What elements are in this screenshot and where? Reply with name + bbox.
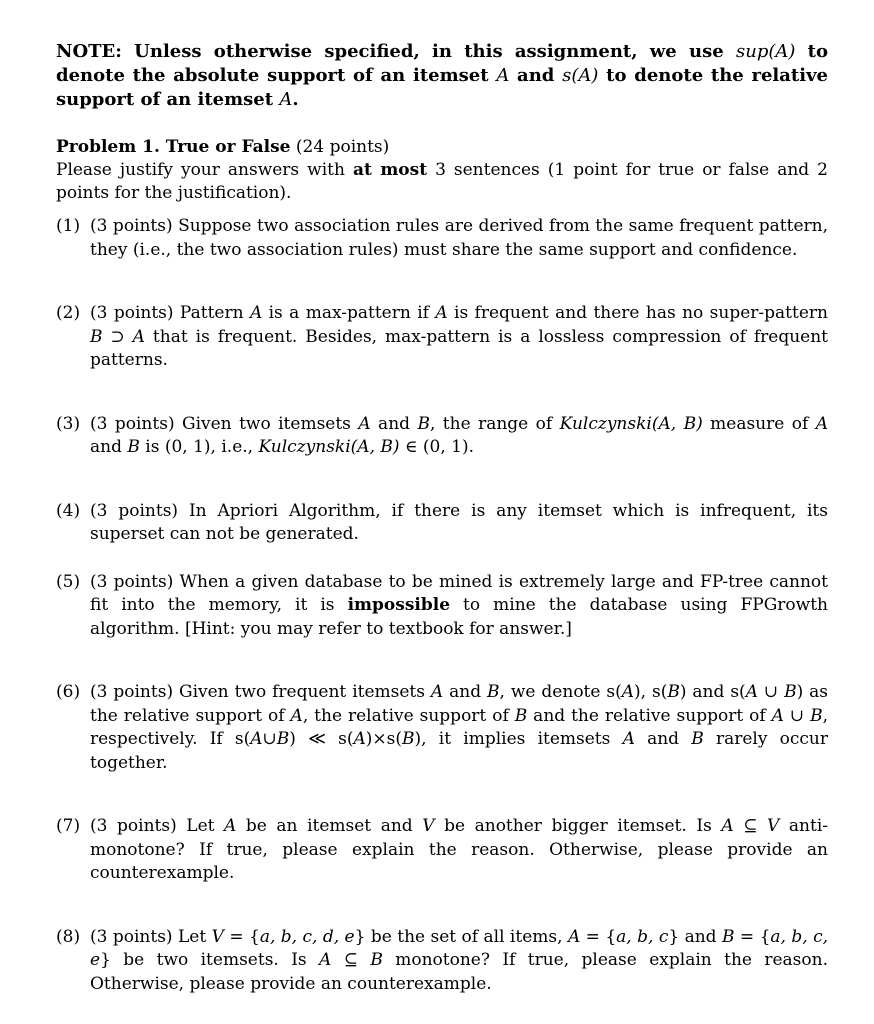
question-text: and bbox=[90, 437, 128, 457]
math-symbol: A bbox=[358, 413, 371, 434]
intro-text: Please justify your answers with bbox=[56, 160, 353, 180]
question-number: (6) bbox=[56, 682, 81, 702]
question-text: (3 points) Given two itemsets bbox=[90, 413, 359, 434]
note-symbol: A bbox=[496, 65, 510, 86]
math-symbol: A ∪ B bbox=[745, 682, 797, 702]
intro-text: 3 sentences (1 point for true or false and 2 points for the justification). bbox=[56, 160, 828, 203]
intro-emphasis: at most bbox=[352, 160, 428, 180]
math-symbol: B bbox=[691, 729, 704, 749]
math-symbol: B bbox=[514, 705, 528, 726]
math-symbol: B bbox=[487, 682, 500, 702]
math-symbol: B bbox=[402, 729, 415, 749]
question-number: (7) bbox=[56, 816, 81, 836]
question-text: = { bbox=[580, 926, 617, 947]
question-text: (3 points) Given two frequent itemsets bbox=[90, 682, 431, 702]
math-symbol: Kulczynski(A, B) bbox=[258, 437, 400, 457]
question-text: ∈ (0, 1). bbox=[399, 437, 475, 457]
math-symbol: A bbox=[430, 682, 444, 702]
question-text: , respectively. If s( bbox=[90, 705, 828, 749]
question-number: (8) bbox=[56, 926, 81, 947]
question-text: and bbox=[443, 682, 488, 702]
math-symbol: A ⊆ V bbox=[721, 816, 780, 836]
note-symbol: A bbox=[279, 89, 293, 110]
question-number: (2) bbox=[56, 303, 81, 323]
question-text: } be the set of all items, bbox=[354, 926, 568, 947]
question-text: monotone? If true, please explain the reason. Otherwise, please provide an counterexample. bbox=[90, 950, 828, 994]
math-symbol: A bbox=[815, 413, 829, 434]
question-text: = { bbox=[223, 926, 260, 947]
question-text: ) as the relative support of bbox=[90, 682, 829, 726]
note-sup-symbol: sup(A) bbox=[735, 41, 796, 62]
problem-points: (24 points) bbox=[290, 137, 390, 157]
question-item-4 bbox=[56, 500, 828, 547]
question-number: (5) bbox=[56, 571, 81, 592]
problem-heading bbox=[56, 136, 828, 159]
math-symbol: A bbox=[353, 729, 366, 749]
question-text: )×s( bbox=[365, 729, 403, 749]
math-symbol: A∪B bbox=[250, 729, 290, 749]
question-text: is a max-pattern if bbox=[262, 303, 436, 323]
question-text: and bbox=[370, 413, 418, 434]
question-item-6 bbox=[56, 681, 828, 775]
math-symbol: a, b, c, e bbox=[90, 926, 829, 970]
question-item-5 bbox=[56, 571, 828, 642]
question-text: } and bbox=[668, 926, 722, 947]
question-text: (3 points) In Apriori Algorithm, if there is any itemset which is infrequent, its superset can not be generated. bbox=[90, 500, 828, 544]
question-number: (1) bbox=[56, 216, 81, 236]
math-symbol: A ∪ B bbox=[771, 705, 823, 726]
question-text: measure of bbox=[702, 413, 816, 434]
question-text: that is frequent. Besides, max-pattern is a lossless compression of frequent patterns. bbox=[90, 326, 828, 370]
note-text: to denote the relative support of an itemset bbox=[56, 65, 828, 110]
question-item-2 bbox=[56, 302, 828, 373]
question-text: , the range of bbox=[429, 413, 560, 434]
math-symbol: A bbox=[290, 705, 303, 726]
question-text: ), it implies itemsets bbox=[414, 729, 623, 749]
question-text: ) ≪ s( bbox=[289, 729, 354, 749]
math-symbol: V bbox=[211, 926, 224, 947]
question-number: (3) bbox=[56, 413, 81, 434]
question-text: , we denote s( bbox=[499, 682, 622, 702]
question-list bbox=[56, 215, 828, 996]
math-symbol: B bbox=[127, 437, 140, 457]
note-text: to denote the absolute support of an itemset bbox=[56, 41, 828, 86]
math-symbol: A ⊆ B bbox=[319, 950, 383, 970]
math-symbol: A bbox=[249, 303, 263, 323]
question-text: (3 points) Suppose two association rules are derived from the same frequent pattern, they (i.e., the two association rules) must share the same support and confidence. bbox=[90, 216, 828, 260]
math-symbol: A bbox=[435, 303, 448, 323]
question-text: , the relative support of bbox=[302, 705, 515, 726]
question-text: ) and s( bbox=[679, 682, 746, 702]
math-symbol: B bbox=[417, 413, 430, 434]
question-item-3 bbox=[56, 413, 828, 460]
math-symbol: B bbox=[721, 926, 735, 947]
note-text: . bbox=[292, 89, 299, 110]
question-text: } be two itemsets. Is bbox=[100, 950, 320, 970]
math-symbol: A bbox=[567, 926, 581, 947]
note-paragraph bbox=[56, 40, 828, 112]
question-text: be another bigger itemset. Is bbox=[434, 816, 722, 836]
question-text: is frequent and there has no super-pattern bbox=[447, 303, 828, 323]
question-text: rarely occur together. bbox=[90, 729, 829, 773]
math-symbol: a, b, c, d, e bbox=[259, 926, 355, 947]
question-item-7 bbox=[56, 815, 828, 886]
question-number: (4) bbox=[56, 500, 81, 521]
math-symbol: Kulczynski(A, B) bbox=[559, 413, 703, 434]
question-text: (3 points) Pattern bbox=[90, 303, 250, 323]
math-symbol: A bbox=[621, 682, 635, 702]
question-text: and the relative support of bbox=[527, 705, 772, 726]
question-text: (3 points) Let bbox=[90, 816, 225, 836]
question-text: to mine the database using FPGrowth algorithm. [Hint: you may refer to textbook for answer.] bbox=[90, 595, 828, 639]
math-symbol: A bbox=[224, 816, 237, 836]
question-item-1 bbox=[56, 215, 828, 262]
question-text: (3 points) When a given database to be mined is extremely large and FP-tree cannot fit into the memory, it is bbox=[90, 571, 828, 615]
math-symbol: A bbox=[622, 729, 635, 749]
question-text: is (0, 1), i.e., bbox=[139, 437, 259, 457]
problem-instructions bbox=[56, 159, 828, 205]
question-emphasis: impossible bbox=[347, 595, 451, 615]
question-text: be an itemset and bbox=[236, 816, 423, 836]
note-s-symbol: s(A) bbox=[562, 65, 599, 86]
math-symbol: B ⊃ A bbox=[90, 326, 145, 347]
math-symbol: V bbox=[422, 816, 435, 836]
math-symbol: a, b, c bbox=[616, 926, 669, 947]
question-text: anti-monotone? If true, please explain the reason. Otherwise, please provide an counterexample. bbox=[90, 816, 828, 883]
question-text: (3 points) Let bbox=[90, 926, 212, 947]
question-text: and bbox=[634, 729, 692, 749]
note-text: and bbox=[509, 65, 563, 86]
math-symbol: B bbox=[667, 682, 680, 702]
question-text: ), s( bbox=[634, 682, 668, 702]
note-text: NOTE: Unless otherwise specified, in this assignment, we use bbox=[56, 41, 736, 62]
problem-title: Problem 1. True or False bbox=[56, 137, 291, 157]
question-item-8 bbox=[56, 926, 828, 997]
question-text: = { bbox=[734, 926, 771, 947]
